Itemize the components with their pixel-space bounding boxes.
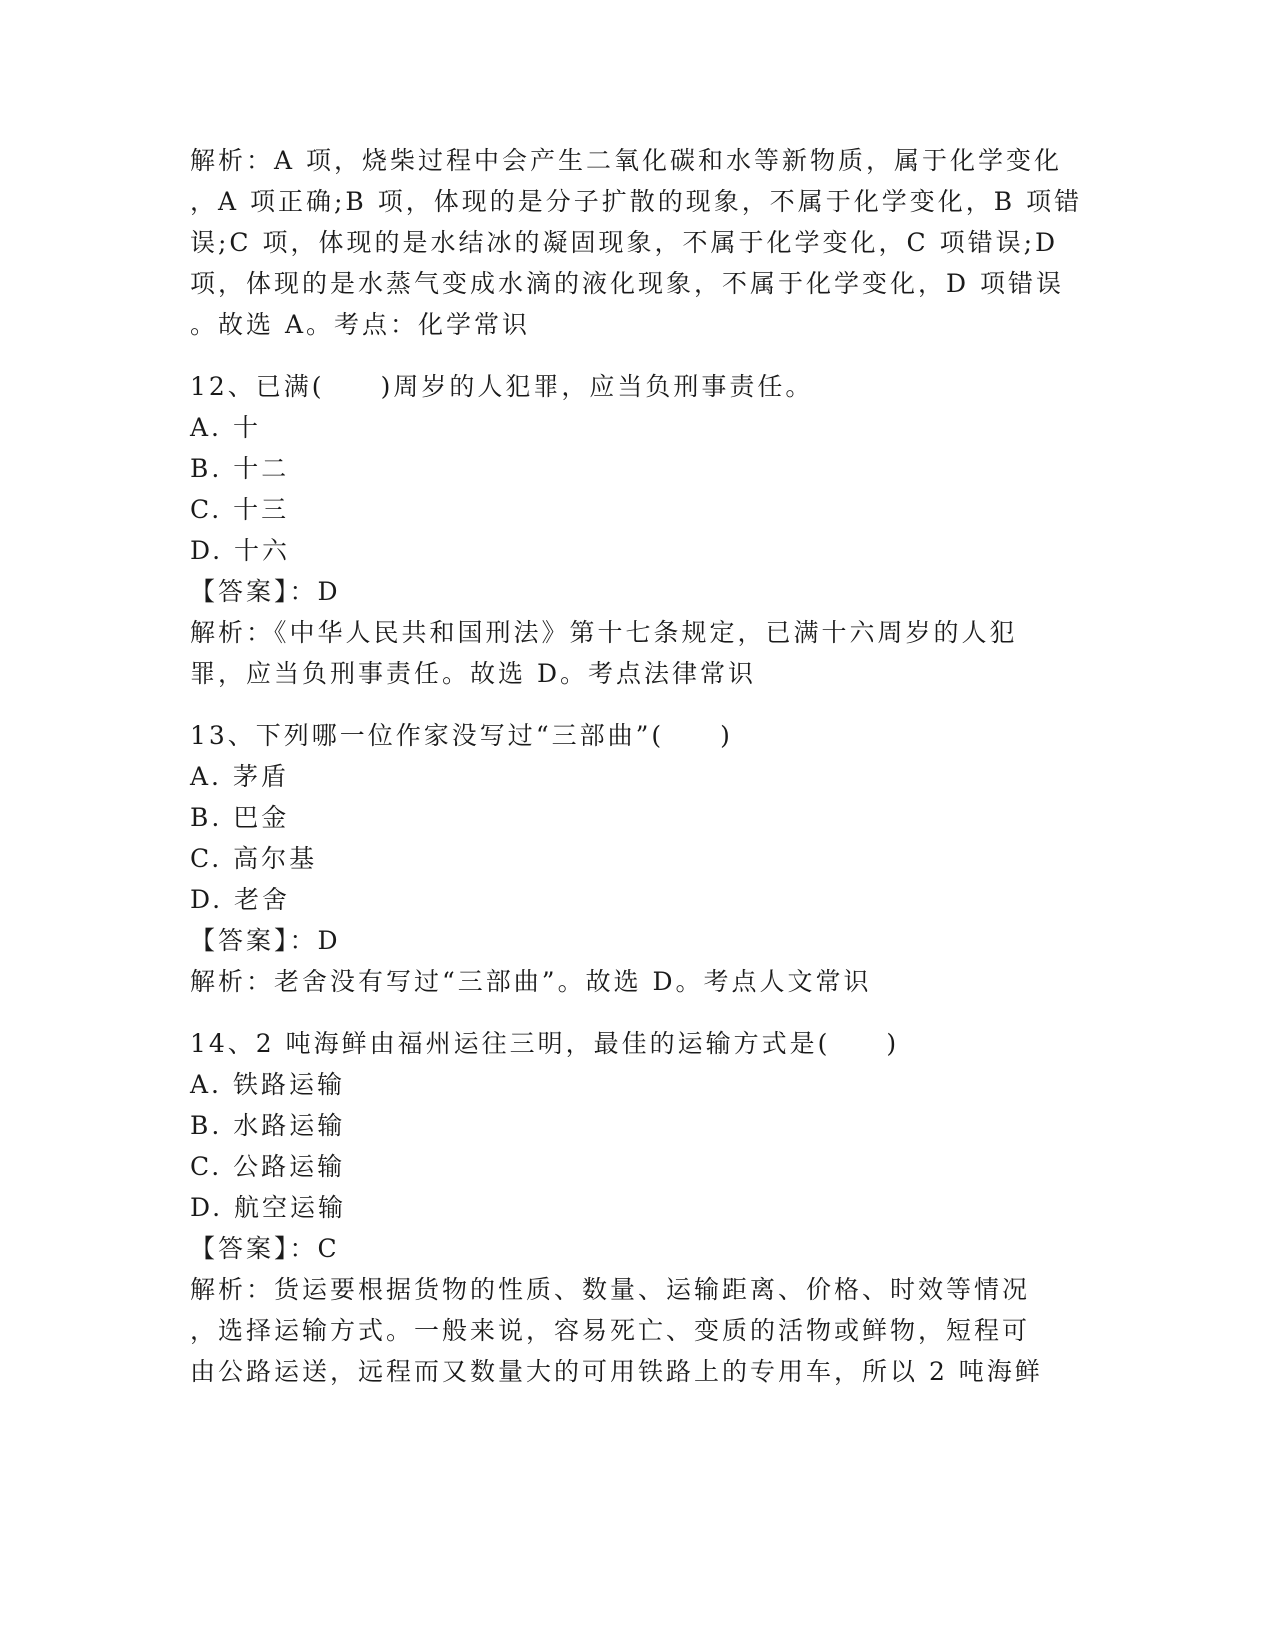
option-b: B. 巴金: [190, 803, 290, 832]
q11-analysis-line: 解析：A 项，烧柴过程中会产生二氧化碳和水等新物质，属于化学变化: [190, 146, 1063, 175]
analysis-line: 由公路运送，远程而又数量大的可用铁路上的专用车，所以 2 吨海鲜: [190, 1357, 1043, 1386]
q11-analysis-line: 。故选 A。考点：化学常识: [190, 310, 531, 339]
option-c: C. 公路运输: [190, 1152, 346, 1181]
analysis-line: 解析：老舍没有写过“三部曲”。故选 D。考点人文常识: [190, 967, 872, 996]
option-a: A. 铁路运输: [190, 1070, 345, 1099]
q11-analysis-line: ，A 项正确;B 项，体现的是分子扩散的现象，不属于化学变化，B 项错: [190, 187, 1083, 216]
option-b: B. 十二: [190, 454, 290, 483]
analysis-line: ，选择运输方式。一般来说，容易死亡、变质的活物或鲜物，短程可: [190, 1316, 1031, 1345]
option-c: C. 十三: [190, 495, 290, 524]
question-text: 14、2 吨海鲜由福州运往三明，最佳的运输方式是( ): [190, 1029, 900, 1058]
option-d: D. 老舍: [190, 885, 291, 914]
analysis-line: 罪，应当负刑事责任。故选 D。考点法律常识: [190, 659, 756, 688]
question-text: 12、已满( )周岁的人犯罪，应当负刑事责任。: [190, 372, 814, 401]
answer: 【答案】：D: [190, 926, 341, 955]
question-text: 13、下列哪一位作家没写过“三部曲”( ): [190, 721, 733, 750]
q11-analysis-line: 项，体现的是水蒸气变成水滴的液化现象，不属于化学变化，D 项错误: [190, 269, 1064, 298]
answer: 【答案】：D: [190, 577, 341, 606]
option-a: A. 十: [190, 413, 261, 442]
option-b: B. 水路运输: [190, 1111, 346, 1140]
option-d: D. 十六: [190, 536, 291, 565]
analysis-line: 解析：货运要根据货物的性质、数量、运输距离、价格、时效等情况: [190, 1275, 1031, 1304]
q11-analysis-line: 误;C 项，体现的是水结冰的凝固现象，不属于化学变化，C 项错误;D: [190, 228, 1059, 257]
option-a: A. 茅盾: [190, 762, 289, 791]
answer: 【答案】：C: [190, 1234, 340, 1263]
analysis-line: 解析：《中华人民共和国刑法》第十七条规定，已满十六周岁的人犯: [190, 618, 1018, 647]
option-d: D. 航空运输: [190, 1193, 347, 1222]
option-c: C. 高尔基: [190, 844, 318, 873]
